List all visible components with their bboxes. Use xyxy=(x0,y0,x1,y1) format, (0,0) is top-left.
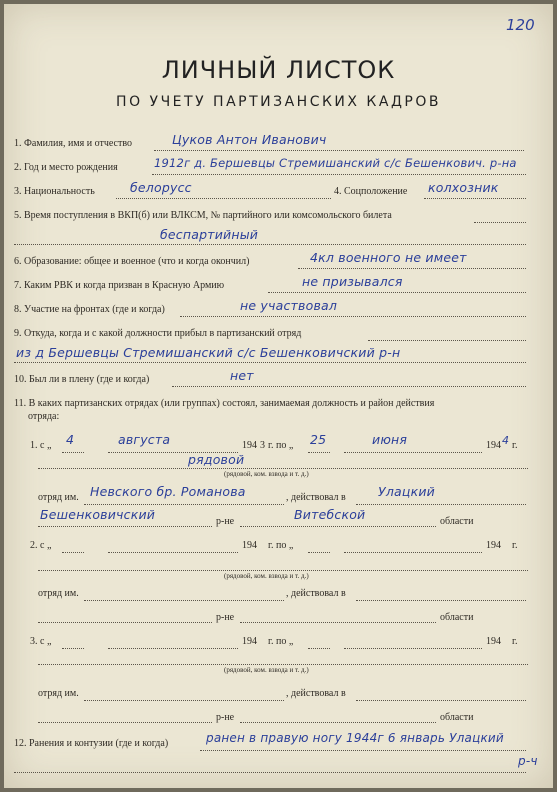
document-title: ЛИЧНЫЙ ЛИСТОК xyxy=(161,56,396,84)
unit-3-deistvoval-label: , действовал в xyxy=(286,688,346,699)
field-12-value-cont: р-ч xyxy=(518,754,538,768)
unit-1-deistvoval-label: , действовал в xyxy=(286,492,346,503)
unit-2-deistvoval-label: , действовал в xyxy=(286,588,346,599)
field-8-value: не участвовал xyxy=(240,298,338,313)
field-6-value: 4кл военного не имеет xyxy=(310,250,467,265)
field-3-value: белорусс xyxy=(130,180,192,195)
unit-1-position: рядовой xyxy=(188,452,245,467)
unit-2-index: 2. с „ xyxy=(30,540,52,551)
field-4-value: колхозник xyxy=(428,180,499,195)
unit-2-position-hint: (рядовой, ком. взвода и т. д.) xyxy=(224,572,309,580)
field-11-label: 11. В каких партизанских отрядах (или группах) состоял, занимаемая должность и район действия xyxy=(14,398,435,409)
field-9-value: из д Бершевцы Стремишанский с/с Бешенковичский р-н xyxy=(16,345,401,360)
unit-2-to-word: г. по „ xyxy=(268,540,294,551)
unit-1-index: 1. с „ xyxy=(30,440,52,451)
unit-2-otryad-label: отряд им. xyxy=(38,588,79,599)
unit-1-year-end: г. xyxy=(512,440,518,451)
unit-1-to-day: 25 xyxy=(310,432,327,447)
unit-3-oblast-label: области xyxy=(440,712,474,723)
field-12-value: ранен в правую ногу 1944г 6 январь Улацкий xyxy=(206,731,504,745)
unit-1-oblast-value: Витебской xyxy=(294,507,366,522)
field-5-value: беспартийный xyxy=(160,227,259,242)
unit-2-rayon-label: р-не xyxy=(216,612,235,623)
field-1-value: Цуков Антон Иванович xyxy=(172,132,327,147)
field-7-label: 7. Каким РВК и когда призван в Красную Армию xyxy=(14,280,225,291)
unit-1-to-month: июня xyxy=(372,432,408,447)
field-12-label: 12. Ранения и контузии (где и когда) xyxy=(14,738,169,749)
unit-1-to-word: г. по „ xyxy=(268,440,294,451)
unit-2-to-year-prefix: 194 xyxy=(486,540,501,551)
unit-3-otryad-label: отряд им. xyxy=(38,688,79,699)
unit-3-to-year-prefix: 194 xyxy=(486,636,501,647)
unit-3-rayon-label: р-не xyxy=(216,712,235,723)
unit-3-year-end: г. xyxy=(512,636,518,647)
unit-1-rayon-label: р-не xyxy=(216,516,235,527)
document-page xyxy=(4,4,553,788)
unit-3-to-word: г. по „ xyxy=(268,636,294,647)
unit-2-year-end: г. xyxy=(512,540,518,551)
unit-1-rayon-value: Бешенковичский xyxy=(40,507,156,522)
field-9-label: 9. Откуда, когда и с какой должности прибыл в партизанский отряд xyxy=(14,328,302,339)
field-2-value: 1912г д. Бершевцы Стремишанский с/с Бешенкович. р-на xyxy=(154,156,517,170)
unit-1-oblast-label: области xyxy=(440,516,474,527)
field-10-value: нет xyxy=(230,368,254,383)
unit-1-otryad-label: отряд им. xyxy=(38,492,79,503)
field-2-label: 2. Год и место рождения xyxy=(14,162,118,173)
field-5-label: 5. Время поступления в ВКП(б) или ВЛКСМ, № партийного или комсомольского билета xyxy=(14,210,392,221)
document-subtitle: ПО УЧЕТУ ПАРТИЗАНСКИХ КАДРОВ xyxy=(116,94,441,110)
unit-1-from-month: августа xyxy=(118,432,171,447)
field-10-label: 10. Был ли в плену (где и когда) xyxy=(14,374,150,385)
unit-1-otryad-value: Невского бр. Романова xyxy=(90,484,246,499)
unit-1-position-hint: (рядовой, ком. взвода и т. д.) xyxy=(224,470,309,478)
field-6-label: 6. Образование: общее и военное (что и когда окончил) xyxy=(14,256,250,267)
field-7-value: не призывался xyxy=(302,274,403,289)
unit-1-deistvoval-value: Улацкий xyxy=(378,484,435,499)
field-4-label: 4. Соцположение xyxy=(334,186,408,197)
unit-2-from-year-prefix: 194 xyxy=(242,540,257,551)
unit-1-from-day: 4 xyxy=(66,432,75,447)
unit-3-position-hint: (рядовой, ком. взвода и т. д.) xyxy=(224,666,309,674)
unit-3-index: 3. с „ xyxy=(30,636,52,647)
unit-1-to-year-prefix: 194 xyxy=(486,440,501,451)
page-number: 120 xyxy=(506,16,535,34)
unit-1-from-year-prefix: 194 xyxy=(242,440,257,451)
field-3-label: 3. Национальность xyxy=(14,186,95,197)
field-1-label: 1. Фамилия, имя и отчество xyxy=(14,138,133,149)
field-11-label-cont: отряда: xyxy=(28,411,60,422)
unit-3-from-year-prefix: 194 xyxy=(242,636,257,647)
unit-2-oblast-label: области xyxy=(440,612,474,623)
field-8-label: 8. Участие на фронтах (где и когда) xyxy=(14,304,165,315)
unit-1-from-year-suffix: 3 xyxy=(260,440,265,451)
unit-1-to-year-suffix: 4 xyxy=(502,434,510,447)
